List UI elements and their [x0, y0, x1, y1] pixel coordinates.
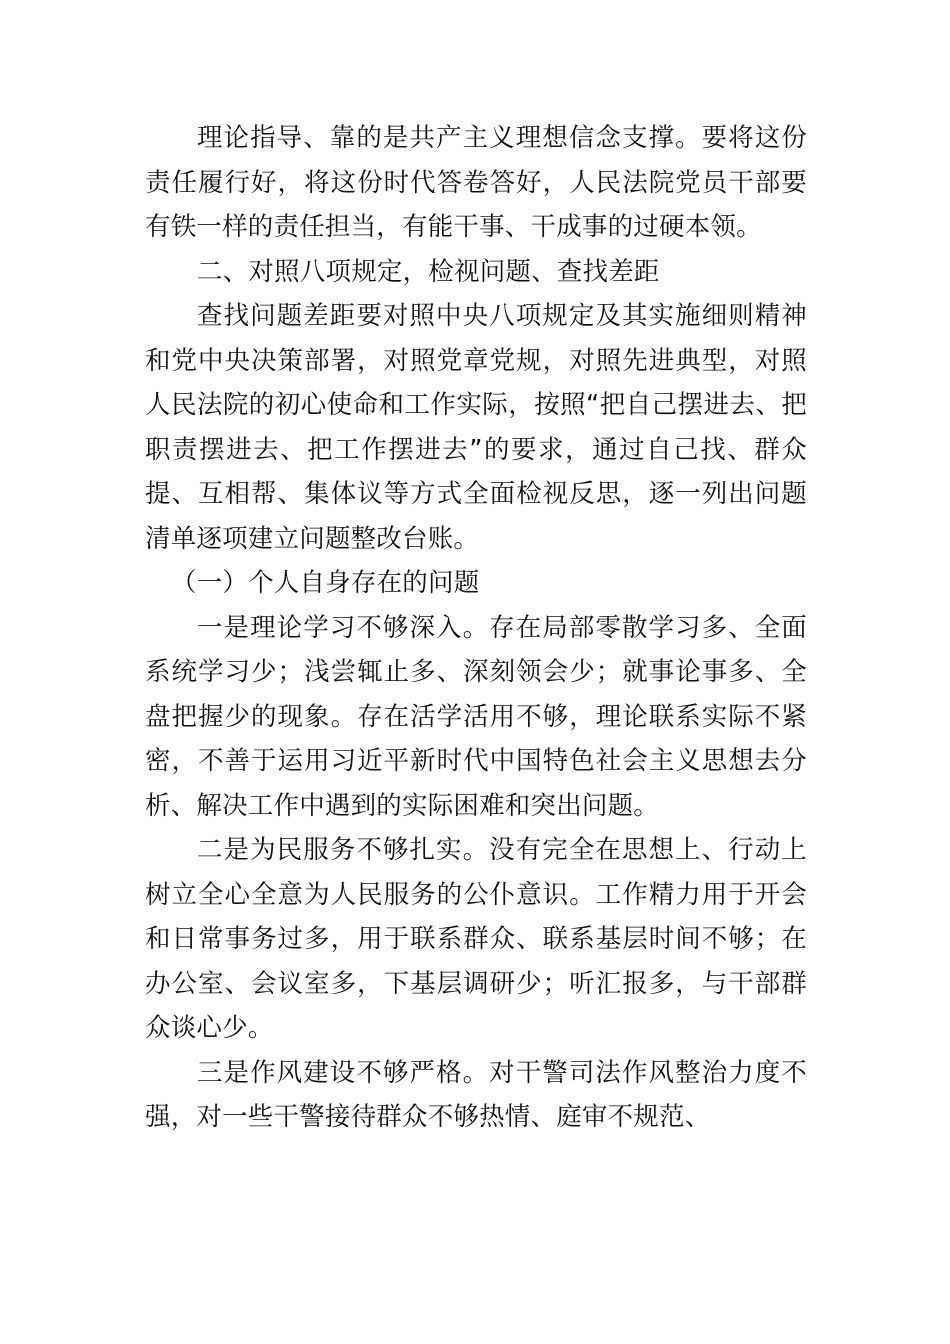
- paragraph-continuation: 理论指导、靠的是共产主义理想信念支撑。要将这份责任履行好，将这份时代答卷答好，人民法院党员干部要有铁一样的责任担当，有能干事、干成事的过硬本领。: [145, 123, 807, 242]
- section-heading-2: 二、对照八项规定，检视问题、查找差距: [197, 256, 660, 287]
- paragraph-issue-3: 三是作风建设不够严格。对干警司法作风整治力度不强，对一些干警接待群众不够热情、庭审不规范、: [145, 1057, 807, 1132]
- document-page: [145, 116, 807, 1140]
- paragraph-intro: 查找问题差距要对照中央八项规定及其实施细则精神和党中央决策部署，对照党章党规，对照先进典型，对照人民法院的初心使命和工作实际，按照“把自己摆进去、把职责摆进去、把工作摆进去”的要求，通过自己找、群众提、互相帮、集体议等方式全面检视反思，逐一列出问题清单逐项建立问题整改台账。: [145, 301, 807, 554]
- subsection-heading-1: （一）个人自身存在的问题: [171, 568, 480, 598]
- paragraph-issue-1: 一是理论学习不够深入。存在局部零散学习多、全面系统学习少；浅尝辄止多、深刻领会少；就事论事多、全盘把握少的现象。存在活学活用不够，理论联系实际不紧密，不善于运用习近平新时代中国特色社会主义思想去分析、解决工作中遇到的实际困难和突出问题。: [145, 612, 807, 821]
- paragraph-issue-2: 二是为民服务不够扎实。没有完全在思想上、行动上树立全心全意为人民服务的公仆意识。工作精力用于开会和日常事务过多，用于联系群众、联系基层时间不够；在办公室、会议室多，下基层调研少；听汇报多，与干部群众谈心少。: [145, 835, 807, 1043]
